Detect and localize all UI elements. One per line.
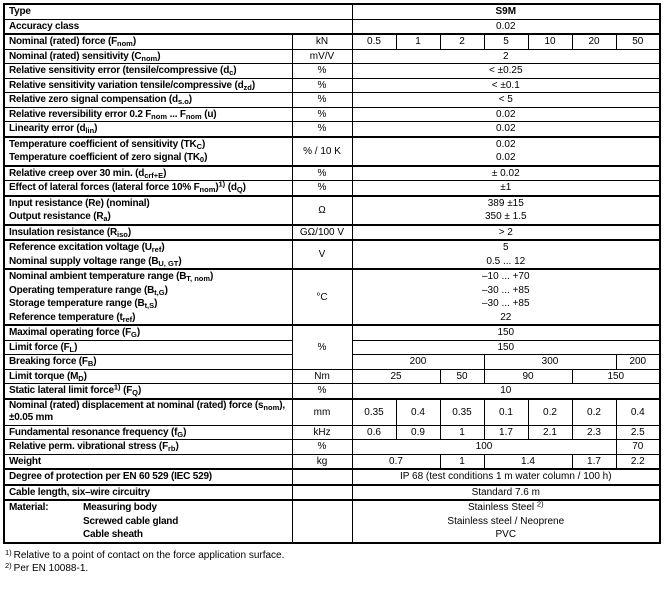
subscript: nom <box>117 39 133 49</box>
value-cell: 5 <box>352 240 660 255</box>
value-cell: 0.2 <box>572 399 616 426</box>
unit-cell: GΩ/100 V <box>292 225 352 241</box>
material-prefix: Material: <box>9 502 49 514</box>
value-cell: 0.7 <box>352 454 440 469</box>
spec-row-10 <box>4 137 660 152</box>
spec-row-30 <box>4 440 660 455</box>
value-cell: 0.4 <box>616 399 660 426</box>
subscript: ref <box>151 245 162 255</box>
value-cell: 2 <box>440 34 484 49</box>
value-cell: 0.9 <box>396 425 440 440</box>
value-cell: 2.1 <box>528 425 572 440</box>
value-cell: 0.02 <box>352 151 660 166</box>
label-cell: Nominal ambient temperature range $(B_{T, nom})$ <box>4 269 292 284</box>
label-cell: Reference excitation voltage $(U_{ref})$ <box>4 240 292 255</box>
subscript: Q <box>236 185 243 195</box>
spec-row-3 <box>4 34 660 49</box>
superscript: 1) <box>113 383 121 392</box>
label-cell: Limit torque $(M_D)$ <box>4 369 292 384</box>
value-cell: 1 <box>440 425 484 440</box>
spec-table <box>3 3 661 544</box>
unit-cell <box>292 500 352 543</box>
subscript: crf+E <box>144 170 164 180</box>
unit-cell: % <box>292 107 352 122</box>
value-cell: < ±0.1 <box>352 78 660 93</box>
spec-row-13 <box>4 181 660 196</box>
label-cell: Output resistance $(R_a)$ <box>4 210 292 225</box>
value-cell: 150 <box>352 325 660 340</box>
value-cell: 1.7 <box>484 425 528 440</box>
unit-cell <box>292 485 352 501</box>
unit-cell: % <box>292 93 352 108</box>
value-cell: 100 <box>352 440 616 455</box>
unit-cell: % <box>292 122 352 137</box>
spec-row-8 <box>4 107 660 122</box>
subscript: nom <box>199 185 216 195</box>
unit-cell: kg <box>292 454 352 469</box>
value-cell: 0.35 <box>352 399 396 426</box>
value-cell: 150 <box>352 340 660 355</box>
spec-table-body <box>4 4 660 543</box>
value-cell: 300 <box>484 355 616 370</box>
spec-row-17 <box>4 240 660 255</box>
footnote-1-marker: 1) <box>5 547 12 557</box>
label-cell: Screwed cable gland <box>4 515 292 529</box>
unit-cell: % <box>292 78 352 93</box>
value-cell: 2.3 <box>572 425 616 440</box>
footnote-1-text: Relative to a point of contact on the force application surface. <box>13 549 285 561</box>
spec-row-33 <box>4 485 660 501</box>
subscript: a <box>103 214 108 224</box>
label-cell: Limit force $(F_L)$ <box>4 340 292 355</box>
superscript: 1) <box>218 180 226 189</box>
value-cell: 0.02 <box>352 137 660 152</box>
value-cell: 0.6 <box>352 425 396 440</box>
spec-row-16 <box>4 225 660 241</box>
subscript: t,G <box>154 287 165 297</box>
spec-row-23 <box>4 325 660 340</box>
unit-cell: % <box>292 166 352 181</box>
value-cell: 0.35 <box>440 399 484 426</box>
value-cell: 2.2 <box>616 454 660 469</box>
spec-row-5 <box>4 64 660 79</box>
subscript: rb <box>167 444 176 454</box>
value-cell: 50 <box>616 34 660 49</box>
spec-row-19 <box>4 269 660 284</box>
value-cell: 1.7 <box>572 454 616 469</box>
subscript: U, GT <box>158 258 179 268</box>
value-cell: –10 ... +70 <box>352 269 660 284</box>
label-cell: Relative zero signal compensation $(d_{s.o})$ <box>4 93 292 108</box>
value-cell: 0.4 <box>396 399 440 426</box>
spec-row-12 <box>4 166 660 181</box>
value-cell: 2 <box>352 49 660 64</box>
footnote-2 <box>5 562 668 575</box>
subscript: 0 <box>199 155 205 165</box>
subscript: lin <box>85 126 95 136</box>
spec-row-31 <box>4 454 660 469</box>
value-cell: 90 <box>484 369 572 384</box>
subscript: nom <box>263 402 280 412</box>
label-cell: Temperature coefficient of zero signal $(TK_0)$ <box>4 151 292 166</box>
label-cell: Fundamental resonance frequency $(f_G)$ <box>4 425 292 440</box>
spec-row-14 <box>4 196 660 211</box>
label-cell: Temperature coefficient of sensitivity $(TK_C)$ <box>4 137 292 152</box>
value-cell: < ±0.25 <box>352 64 660 79</box>
label-cell: Relative reversibility error 0.2 $F_{nom}$ ... $F_{nom}$ (u) <box>4 107 292 122</box>
spec-row-29 <box>4 425 660 440</box>
unit-cell: kN <box>292 34 352 49</box>
value-cell: Standard 7.6 m <box>352 485 660 501</box>
subscript: nom <box>151 111 168 121</box>
subscript: t,S <box>144 301 155 311</box>
value-cell: 0.02 <box>352 19 660 34</box>
subscript: B <box>87 359 94 369</box>
spec-row-9 <box>4 122 660 137</box>
spec-row-2 <box>4 19 660 34</box>
unit-cell <box>292 469 352 485</box>
value-cell: 150 <box>572 369 660 384</box>
label-cell: Relative sensitivity error (tensile/compressive $(d_c)$ <box>4 64 292 79</box>
label-cell: Cable sheath <box>4 528 292 543</box>
value-cell: S9M <box>352 4 660 19</box>
subscript: nom <box>185 111 202 121</box>
value-cell: ±1 <box>352 181 660 196</box>
subscript: G <box>131 330 137 340</box>
footnote-2-marker: 2) <box>5 560 12 570</box>
label-cell: Nominal (rated) force $(F_{nom})$ <box>4 34 292 49</box>
value-cell: 10 <box>528 34 572 49</box>
label-cell: Breaking force $(F_B)$ <box>4 355 292 370</box>
value-cell: 200 <box>352 355 484 370</box>
label-cell: Nominal (rated) sensitivity $(C_{nom})$ <box>4 49 292 64</box>
value-cell: 0.1 <box>484 399 528 426</box>
unit-cell: % <box>292 64 352 79</box>
subscript: ref <box>122 314 133 324</box>
label-cell: Accuracy class <box>4 19 352 34</box>
superscript: 2) <box>536 500 544 509</box>
value-cell: 0.5 <box>352 34 396 49</box>
spec-row-4 <box>4 49 660 64</box>
unit-cell: Nm <box>292 369 352 384</box>
footnotes <box>3 549 668 575</box>
subscript: Q <box>132 388 138 398</box>
value-cell: 10 <box>352 384 660 399</box>
label-cell: Input resistance (Re) (nominal) <box>4 196 292 211</box>
value-cell: 70 <box>616 440 660 455</box>
footnote-1 <box>5 549 668 562</box>
value-cell: 350 ± 1.5 <box>352 210 660 225</box>
subscript: zd <box>243 82 252 92</box>
unit-cell: % <box>292 440 352 455</box>
value-cell: 200 <box>616 355 660 370</box>
label-cell: Static lateral limit force$^{1)}$ $(F_Q)$ <box>4 384 292 399</box>
label-cell: Maximal operating force $(F_G)$ <box>4 325 292 340</box>
value-cell: 1 <box>440 454 484 469</box>
unit-cell: °C <box>292 269 352 325</box>
subscript: nom <box>141 53 158 63</box>
spec-row-28 <box>4 399 660 426</box>
label-cell: Relative perm. vibrational stress $(F_{rb})$ <box>4 440 292 455</box>
subscript: T, nom <box>186 274 211 284</box>
value-cell: 0.02 <box>352 122 660 137</box>
value-cell: 50 <box>440 369 484 384</box>
subscript: L <box>69 344 75 354</box>
unit-cell: % <box>292 325 352 369</box>
label-cell: Effect of lateral forces (lateral force 10% $F_{nom})^{1)}$ $(d_Q)$ <box>4 181 292 196</box>
unit-cell: % <box>292 181 352 196</box>
value-cell: 0.02 <box>352 107 660 122</box>
subscript: D <box>78 373 84 383</box>
value-cell: ± 0.02 <box>352 166 660 181</box>
unit-cell: % / 10 K <box>292 137 352 166</box>
unit-cell: Ω <box>292 196 352 225</box>
value-cell: –30 ... +85 <box>352 284 660 298</box>
value-cell: > 2 <box>352 225 660 241</box>
value-cell: IP 68 (test conditions 1 m water column / 100 h) <box>352 469 660 485</box>
unit-cell: V <box>292 240 352 269</box>
label-cell: Operating temperature range $(B_{t,G})$ <box>4 284 292 298</box>
label-cell: Material: Measuring body <box>4 500 292 515</box>
value-cell: 20 <box>572 34 616 49</box>
spec-row-27 <box>4 384 660 399</box>
value-cell: 0.2 <box>528 399 572 426</box>
spec-row-1 <box>4 4 660 19</box>
value-cell: Stainless Steel $^{2)}$ <box>352 500 660 515</box>
spec-row-34 <box>4 500 660 515</box>
value-cell: –30 ... +85 <box>352 297 660 311</box>
label-cell: Reference temperature $(t_{ref})$ <box>4 311 292 326</box>
value-cell: 1.4 <box>484 454 572 469</box>
value-cell: 389 ±15 <box>352 196 660 211</box>
subscript: C <box>196 141 202 151</box>
label-cell: Weight <box>4 454 292 469</box>
value-cell: PVC <box>352 528 660 543</box>
value-cell: 22 <box>352 311 660 326</box>
subscript: c <box>229 68 234 78</box>
unit-cell: % <box>292 384 352 399</box>
value-cell: Stainless steel / Neoprene <box>352 515 660 529</box>
label-cell: Type <box>4 4 352 19</box>
label-cell: Nominal (rated) displacement at nominal (rated) force $(s_{nom})$, ±0.05 mm <box>4 399 292 426</box>
value-cell: 2.5 <box>616 425 660 440</box>
label-cell: Degree of protection per EN 60 529 (IEC 529) <box>4 469 292 485</box>
footnote-2-text: Per EN 10088-1. <box>13 562 89 574</box>
unit-cell: mm <box>292 399 352 426</box>
label-cell: Relative sensitivity variation tensile/compressive $(d_{zd})$ <box>4 78 292 93</box>
spec-row-26 <box>4 369 660 384</box>
subscript: s.o <box>177 97 189 107</box>
value-cell: 0.5 ... 12 <box>352 255 660 270</box>
spec-row-6 <box>4 78 660 93</box>
label-cell: Relative creep over 30 min. $(d_{crf+E})$ <box>4 166 292 181</box>
label-cell: Linearity error $(d_{lin})$ <box>4 122 292 137</box>
label-cell: Storage temperature range $(B_{t,S})$ <box>4 297 292 311</box>
spec-row-7 <box>4 93 660 108</box>
value-cell: 5 <box>484 34 528 49</box>
unit-cell: mV/V <box>292 49 352 64</box>
value-cell: 1 <box>396 34 440 49</box>
label-cell: Nominal supply voltage range $(B_{U, GT})$ <box>4 255 292 270</box>
value-cell: 25 <box>352 369 440 384</box>
label-cell: Insulation resistance $(R_{iso})$ <box>4 225 292 241</box>
label-cell: Cable length, six–wire circuitry <box>4 485 292 501</box>
subscript: iso <box>117 229 128 239</box>
spec-row-32 <box>4 469 660 485</box>
subscript: G <box>177 429 184 439</box>
unit-cell: kHz <box>292 425 352 440</box>
value-cell: < 5 <box>352 93 660 108</box>
